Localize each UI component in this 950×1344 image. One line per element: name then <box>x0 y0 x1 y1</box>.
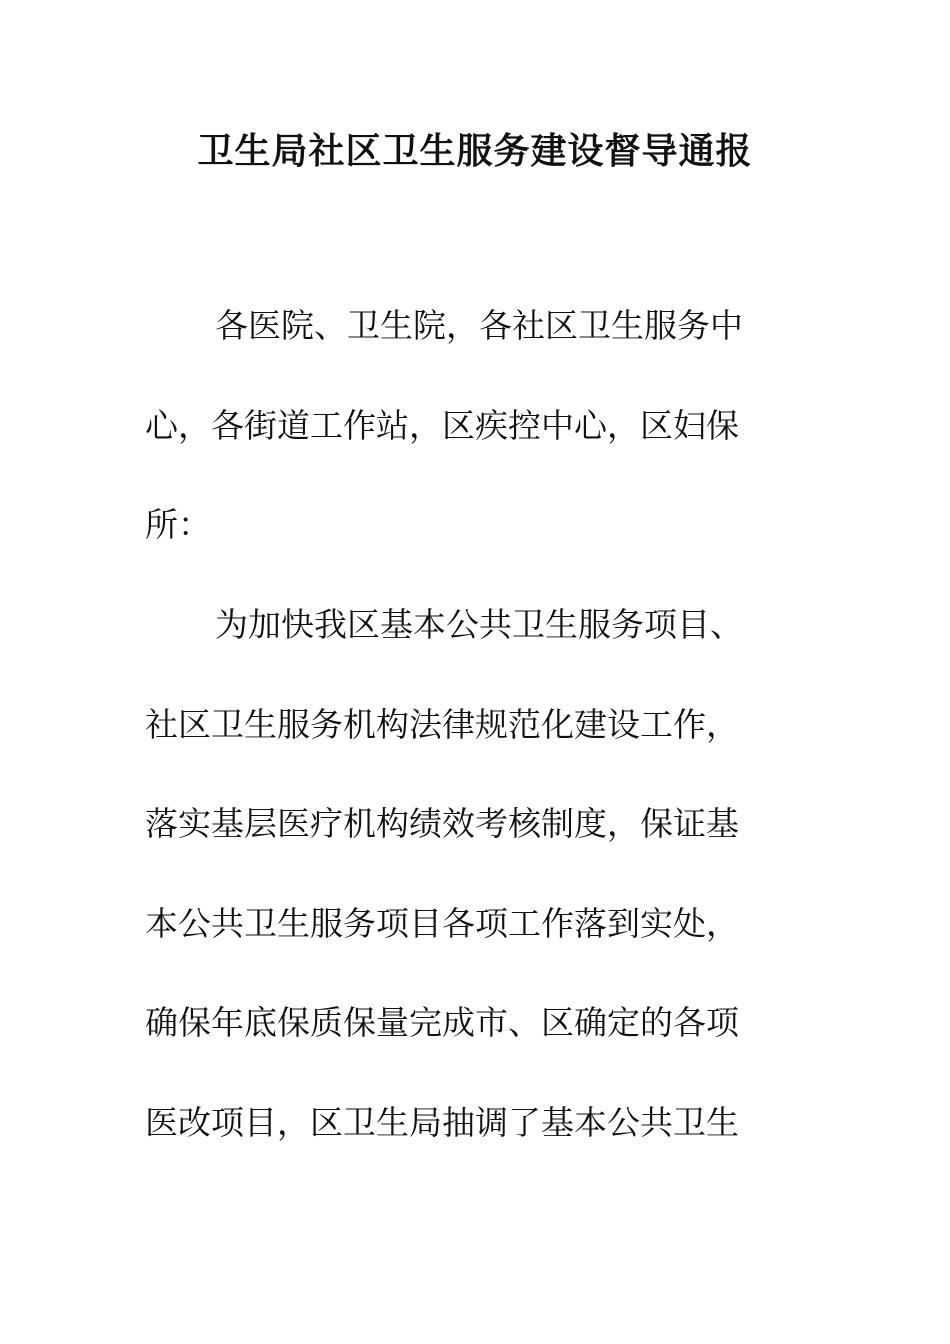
body-line-6: 落实基层医疗机构绩效考核制度，保证基 <box>145 804 739 843</box>
body-line-9: 医改项目，区卫生局抽调了基本公共卫生 <box>145 1103 739 1142</box>
body-line-2: 心，各街道工作站，区疾控中心，区妇保 <box>145 406 739 445</box>
body-line-4: 为加快我区基本公共卫生服务项目、 <box>215 605 743 644</box>
body-line-1: 各医院、卫生院，各社区卫生服务中 <box>215 306 743 345</box>
body-line-7: 本公共卫生服务项目各项工作落到实处， <box>145 904 739 943</box>
body-line-3: 所： <box>145 505 211 544</box>
body-line-5: 社区卫生服务机构法律规范化建设工作， <box>145 705 739 744</box>
document-title: 卫生局社区卫生服务建设督导通报 <box>197 131 753 172</box>
body-line-8: 确保年底保质保量完成市、区确定的各项 <box>145 1003 739 1042</box>
